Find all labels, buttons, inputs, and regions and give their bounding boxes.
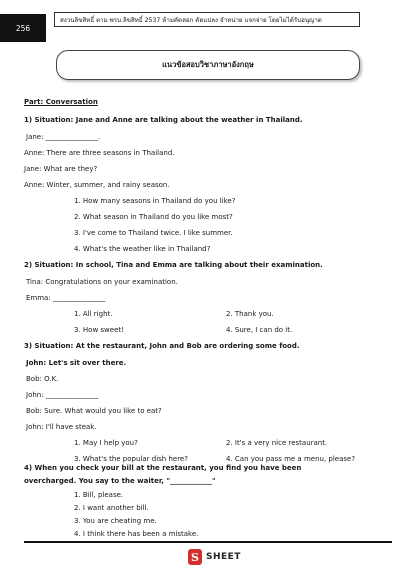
question-1-heading: 1) Situation: Jane and Anne are talking about the weather in Thailand. — [24, 116, 303, 124]
dialog-line: Tina: Congratulations on your examination. — [26, 278, 178, 286]
answer-option: 3. How sweet! — [74, 326, 124, 334]
answer-option: 3. You are cheating me. — [74, 517, 157, 525]
dialog-line: Bob: Sure. What would you like to eat? — [26, 407, 162, 415]
answer-option: 3. I've come to Thailand twice. I like summer. — [74, 229, 233, 237]
question-4-heading-continued: overcharged. You say to the waiter, "____________" — [24, 477, 216, 485]
question-3-heading: 3) Situation: At the restaurant, John and Bob are ordering some food. — [24, 342, 300, 350]
answer-option: 4. Can you pass me a menu, please? — [226, 455, 356, 463]
answer-option: 1. May I help you? — [74, 439, 138, 447]
answer-option: 1. Bill, please. — [74, 491, 124, 499]
logo-text: SHEET — [206, 552, 241, 562]
answer-option: 3. What's the popular dish here? — [74, 455, 188, 463]
answer-option: 4. I think there has been a mistake. — [74, 530, 199, 538]
sheet-logo — [188, 547, 258, 567]
answer-option: 2. What season in Thailand do you like most? — [74, 213, 233, 221]
section-heading: Part: Conversation — [24, 98, 98, 106]
question-2-heading: 2) Situation: In school, Tina and Emma are talking about their examination. — [24, 261, 323, 269]
dialog-line: Bob: O.K. — [26, 375, 59, 383]
answer-option: 2. I want another bill. — [74, 504, 149, 512]
dialog-line: Anne: Winter, summer, and rainy season. — [24, 181, 170, 189]
question-4-heading: 4) When you check your bill at the restaurant, you find you have been — [24, 464, 302, 472]
dialog-line: John: _______________ — [26, 391, 99, 399]
logo-icon: S — [188, 549, 202, 565]
page-title: แนวข้อสอบวิชาภาษาอังกฤษ — [56, 50, 360, 80]
answer-option: 2. It's a very nice restaurant. — [226, 439, 328, 447]
footer-divider — [24, 541, 392, 543]
answer-option: 1. How many seasons in Thailand do you like? — [74, 197, 236, 205]
dialog-line: Jane: What are they? — [24, 165, 98, 173]
dialog-line: Anne: There are three seasons in Thailand. — [24, 149, 175, 157]
answer-option: 2. Thank you. — [226, 310, 274, 318]
answer-option: 1. All right. — [74, 310, 113, 318]
copyright-notice: สงวนลิขสิทธิ์ ตาม พรบ.ลิขสิทธิ์ 2537 ห้ามคัดลอก ดัดแปลง จำหน่าย แจกจ่าย โดยไม่ได้รับอนุญาต — [54, 12, 360, 27]
answer-option: 4. What's the weather like in Thailand? — [74, 245, 211, 253]
dialog-line: John: I'll have steak. — [26, 423, 97, 431]
dialog-line: John: Let's sit over there. — [26, 359, 127, 367]
dialog-line: Jane: _______________. — [26, 133, 101, 141]
page-number: 256 — [0, 14, 46, 42]
answer-option: 4. Sure, I can do it. — [226, 326, 293, 334]
dialog-line: Emma: _______________ — [26, 294, 106, 302]
